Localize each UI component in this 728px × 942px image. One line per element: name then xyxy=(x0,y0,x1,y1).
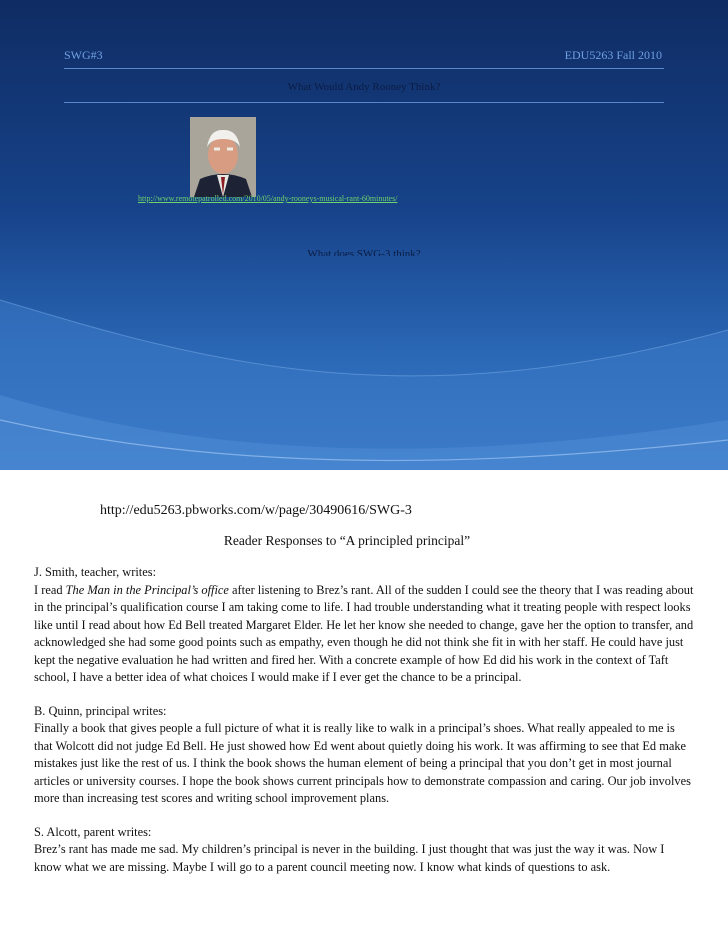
portrait-image xyxy=(190,117,256,197)
header-banner xyxy=(0,0,728,470)
source-link[interactable]: http://www.remotepatrolled.com/2010/05/andy-rooneys-musical-rant-60minutes/ xyxy=(138,194,398,203)
header-term: EDU5263 Fall 2010 xyxy=(564,48,662,62)
response-text: I read The Man in the Principal’s office after listening to Brez’s rant. All of the sudden I could see the theory that I was reading about in the principal’s qualification course I am taking come to life. I had trouble understanding what it treating people with respect looks like until I read about how Ed Bell treated Margaret Elder. He let her know she needed to change, gave her the option to transfer, and acknowledged she had some good points such as empathy, even though he did not think she fit in with her staff. He could have just kept the negative evaluation he had written and fired her. With a concrete example of how Ed did his work in the context of Taft school, I have a better idea of what choices I would make if I ever get the chance to be a principal. xyxy=(34,582,694,684)
response-item xyxy=(34,703,694,808)
response-author: S. Alcott, parent writes: xyxy=(34,824,152,839)
response-item xyxy=(34,564,694,687)
header-course-code: SWG#3 xyxy=(64,48,103,62)
response-text: Brez’s rant has made me sad. My children’s principal is never in the building. I just thought that was just the way it was. Now I know what we are missing. Maybe I will go to a parent council meeting now. I know what kinds of questions to ask. xyxy=(34,842,665,874)
responses-list xyxy=(34,564,694,892)
header-rule xyxy=(64,68,664,69)
banner-subtitle: What does SWG-3 think? xyxy=(307,248,421,256)
banner-title: What Would Andy Rooney Think? xyxy=(287,81,441,93)
response-author: J. Smith, teacher, writes: xyxy=(34,565,157,579)
response-author: B. Quinn, principal writes: xyxy=(34,703,167,718)
response-item xyxy=(34,824,694,877)
book-title: The Man in the Principal’s office xyxy=(65,582,229,597)
section-heading: Reader Responses to “A principled principal” xyxy=(223,533,471,548)
response-text: Finally a book that gives people a full picture of what it is really like to walk in a principal’s shoes. What really appealed to me is that Wolcott did not judge Ed Bell. He just showed how Ed went about quietly doing his work. It was affirming to see that Ed make mistakes just like the rest of us. I think the book shows the human element of being a principal that you don’t get in most journal articles or university courses. I hope the book shows current principals how to demonstrate compassion and caring. Our job involves more than increasing test scores and writing school improvement plans. xyxy=(34,721,691,805)
wave-decoration xyxy=(0,0,728,470)
title-rule xyxy=(64,102,664,103)
page-url[interactable]: http://edu5263.pbworks.com/w/page/30490616/SWG-3 xyxy=(100,503,412,518)
